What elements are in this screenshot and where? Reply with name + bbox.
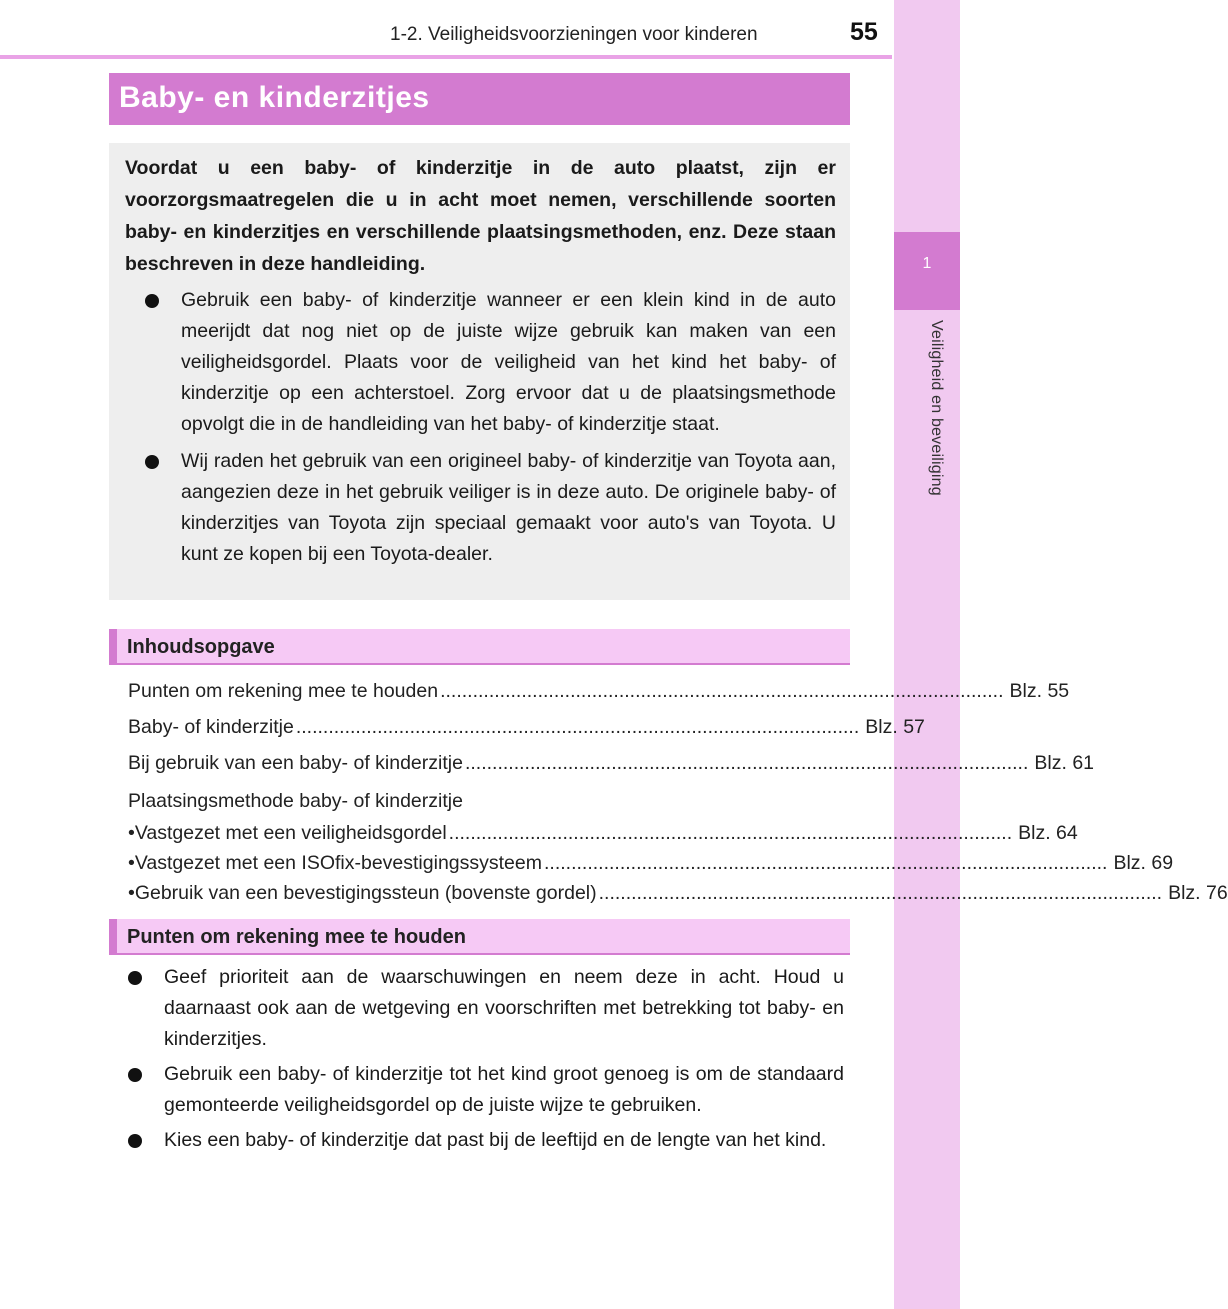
- chapter-number: 1: [922, 255, 932, 272]
- toc-entry-page: Blz. 64: [1018, 822, 1078, 844]
- points-bullet: [128, 1059, 844, 1121]
- intro-bullet: [145, 285, 836, 440]
- toc-leader-dots: ........................................................................................................: [448, 822, 1013, 844]
- toc-heading: Inhoudsopgave: [109, 629, 850, 665]
- toc-entry-title: Gebruik van een bevestigingssteun (bovenste gordel): [134, 882, 597, 904]
- bullet-dot-icon: [145, 294, 159, 308]
- toc-entry-title: Bij gebruik van een baby- of kinderzitje: [128, 752, 463, 774]
- toc-sub-entry[interactable]: [128, 818, 1078, 848]
- intro-lead-text: Voordat u een baby- of kinderzitje in de auto plaatst, zijn er voorzorgsmaatregelen die u in acht moet nemen, verschillende soorten baby- en kinderzitjes en verschillende plaatsingsmethoden, enz. Deze staan beschreven in deze handleiding.: [125, 157, 836, 275]
- toc-entry-title: Punten om rekening mee te houden: [128, 680, 439, 702]
- toc-leader-dots: ........................................................................................................: [544, 852, 1108, 874]
- bullet-dot-icon: [128, 971, 142, 985]
- bullet-dot-icon: [145, 455, 159, 469]
- points-bullet-text: Gebruik een baby- of kinderzitje tot het kind groot genoeg is om de standaard gemonteerde veiligheidsgordel op de juiste wijze te gebruiken.: [164, 1063, 844, 1116]
- toc-entry-page: Blz. 55: [1009, 680, 1070, 702]
- intro-box: [109, 143, 850, 600]
- bullet-dot-icon: [128, 1134, 142, 1148]
- toc-sub-bullet: •: [128, 882, 135, 904]
- toc-entry[interactable]: [128, 745, 1095, 781]
- points-bullet: [128, 962, 844, 1055]
- toc-sub-bullet: •: [128, 852, 135, 874]
- page-title: Baby- en kinderzitjes: [109, 73, 850, 125]
- bullet-dot-icon: [128, 1068, 142, 1082]
- side-chapter-strip: [894, 0, 960, 1309]
- page-number: 55: [850, 18, 878, 46]
- section-header-title: 1-2. Veiligheidsvoorzieningen voor kinderen: [390, 24, 758, 45]
- toc-sub-bullet: •: [128, 822, 135, 844]
- toc-entry-title: Vastgezet met een veiligheidsgordel: [134, 822, 447, 844]
- intro-bullet: [145, 446, 836, 570]
- toc-entry-page: Blz. 69: [1113, 852, 1174, 874]
- points-bullet: [128, 1125, 844, 1156]
- toc-leader-dots: ........................................................................................................: [295, 716, 860, 738]
- toc-group-title: Plaatsingsmethode baby- of kinderzitje: [128, 790, 463, 812]
- toc-entry-page: Blz. 61: [1034, 752, 1095, 774]
- points-bullet-text: Kies een baby- of kinderzitje dat past bij de leeftijd en de lengte van het kind.: [164, 1129, 827, 1151]
- toc-sub-entry[interactable]: [128, 878, 1228, 908]
- intro-bullet-text: Gebruik een baby- of kinderzitje wanneer er een klein kind in de auto meerijdt dat nog niet op de juiste wijze gebruik kan maken van een veiligheidsgordel. Plaats voor de veiligheid van het kind het baby- of kinderzitje op een achterstoel. Zorg ervoor dat u de plaatsingsmethode opvolgt die in de handleiding van het baby- of kinderzitje staat.: [181, 289, 836, 435]
- intro-bullet-text: Wij raden het gebruik van een origineel baby- of kinderzitje van Toyota aan, aangezien deze in het gebruik veiliger is in deze auto. De originele baby- of kinderzitjes van Toyota zijn speciaal gemaakt voor auto's van Toyota. U kunt ze kopen bij een Toyota-dealer.: [181, 450, 836, 565]
- points-heading: Punten om rekening mee te houden: [109, 919, 850, 955]
- toc-leader-dots: ........................................................................................................: [440, 680, 1004, 702]
- toc-entry[interactable]: [128, 673, 1070, 709]
- table-of-contents: [128, 673, 1228, 908]
- points-bullet-text: Geef prioriteit aan de waarschuwingen en neem deze in acht. Houd u daarnaast ook aan de wetgeving en voorschriften met betrekking tot baby- en kinderzitjes.: [164, 966, 844, 1050]
- toc-entry-title: Baby- of kinderzitje: [128, 716, 294, 738]
- toc-leader-dots: ........................................................................................................: [598, 882, 1163, 904]
- toc-entry-title: Vastgezet met een ISOfix-bevestigingssysteem: [134, 852, 542, 874]
- toc-entry-page: Blz. 57: [865, 716, 925, 738]
- chapter-label: Veiligheid en beveiliging: [928, 320, 945, 496]
- toc-entry-page: Blz. 76: [1168, 882, 1228, 904]
- points-list: [128, 962, 844, 1160]
- header-divider: [0, 55, 892, 59]
- toc-entry[interactable]: [128, 709, 925, 745]
- toc-sub-entry[interactable]: [128, 848, 1174, 878]
- toc-leader-dots: ........................................................................................................: [464, 752, 1029, 774]
